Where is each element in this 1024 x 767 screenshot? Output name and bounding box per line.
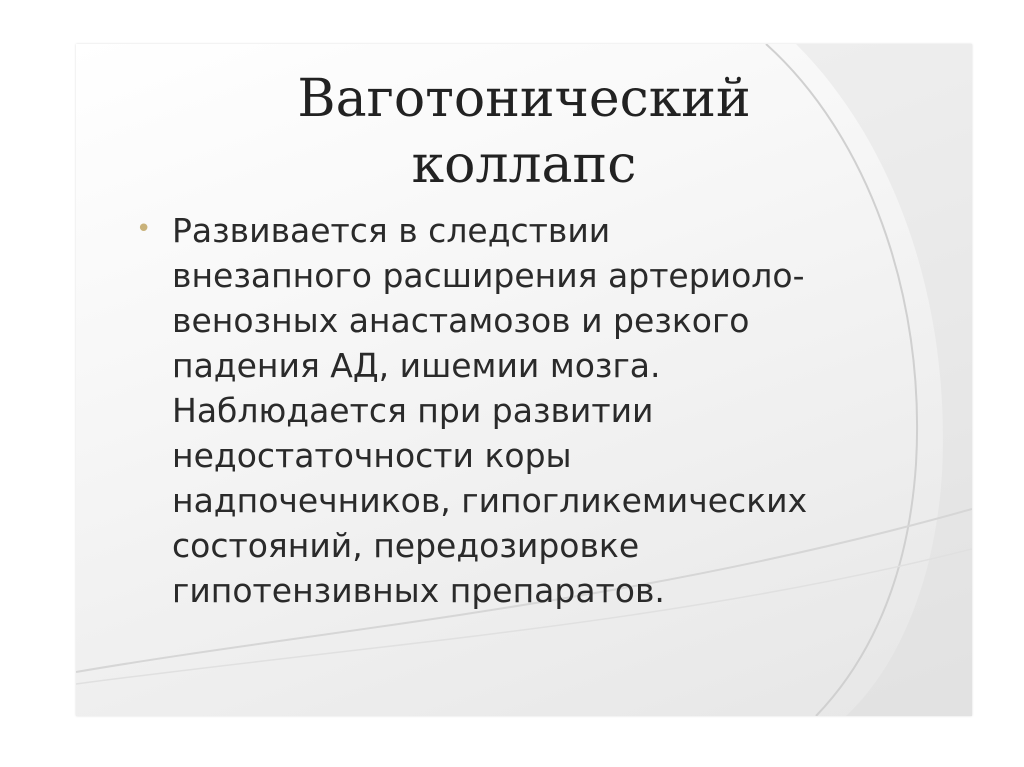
bullet-line-5: Наблюдается при развитии [172, 391, 654, 430]
bullet-line-7: надпочечников, гипогликемических [172, 481, 808, 520]
bullet-line-4: падения АД, ишемии мозга. [172, 346, 661, 385]
bullet-line-6: недостаточности коры [172, 436, 572, 475]
bullet-text [172, 208, 926, 613]
slide-title-line-2: коллапс [411, 135, 637, 195]
slide-title [76, 66, 972, 198]
bullet-marker: • [136, 214, 152, 244]
bullet-line-3: венозных анастамозов и резкого [172, 301, 750, 340]
bullet-list [136, 208, 926, 613]
slide [76, 44, 972, 716]
bullet-item [136, 208, 926, 613]
bullet-line-8: состояний, передозировке [172, 526, 640, 565]
bullet-line-9: гипотензивных препаратов. [172, 571, 665, 610]
bullet-line-2: внезапного расширения артериоло- [172, 256, 805, 295]
bullet-line-1: Развивается в следствии [172, 211, 611, 250]
slide-title-line-1: Ваготонический [297, 69, 751, 129]
